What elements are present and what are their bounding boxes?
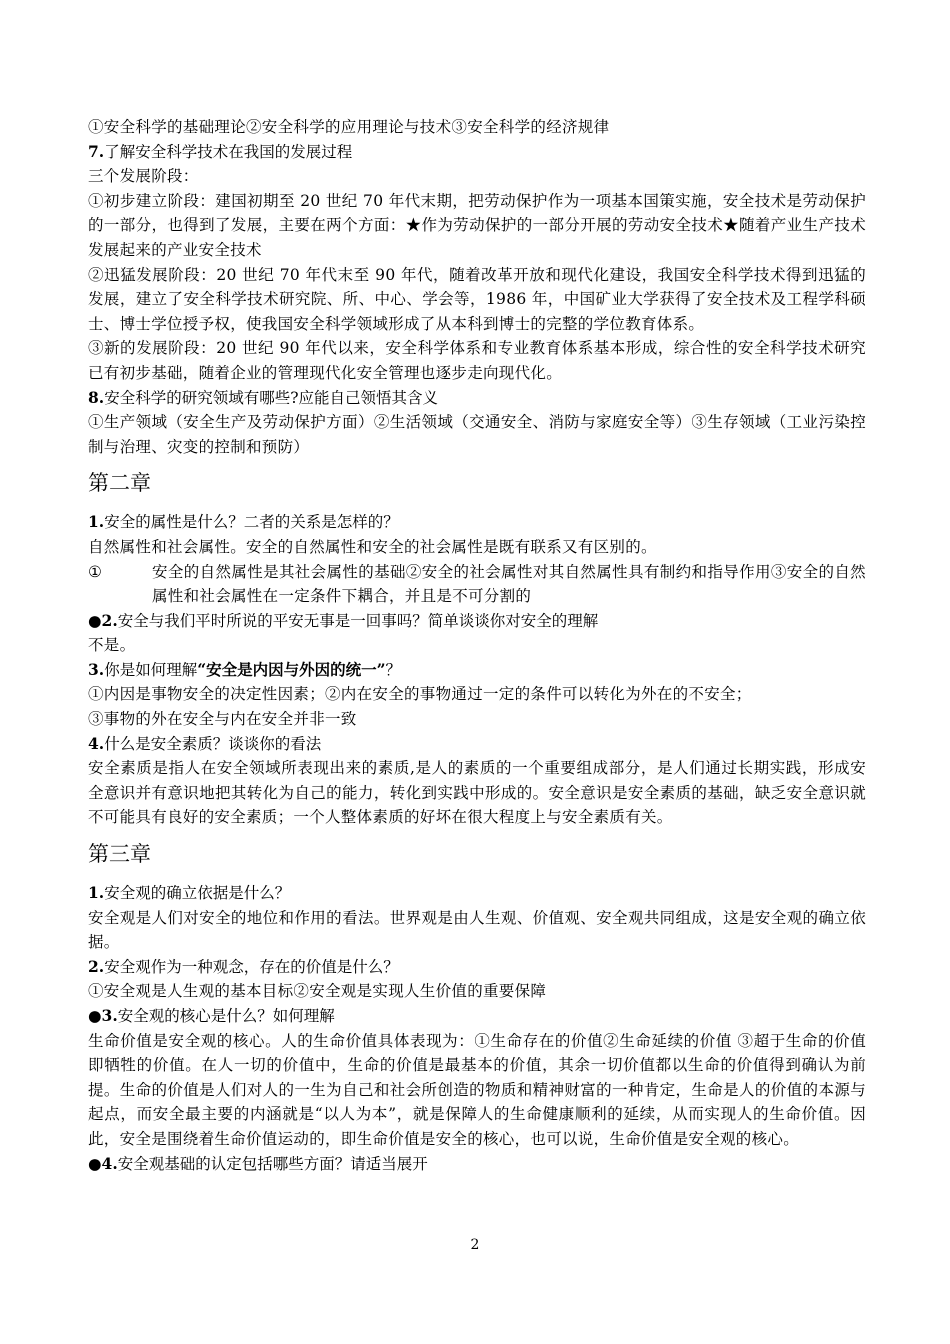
question-number: 4.	[101, 1153, 118, 1173]
paragraph: 安全素质是指人在安全领域所表现出来的素质,是人的素质的一个重要组成部分，是人们通过长期实践，形成安全意识并有意识地把其转化为自己的能力，转化到实践中形成的。安全意识是安全素质的基础，缺乏安全意识就不可能具有良好的安全素质；一个人整体素质的好坏在很大程度上与安全素质有关。	[88, 759, 866, 827]
bullet-icon: ●	[88, 1007, 102, 1025]
bullet-icon: ●	[88, 1154, 102, 1173]
paragraph: 安全观是人们对安全的地位和作用的看法。世界观是由人生观、价值观、安全观共同组成，这是安全观的确立依据。	[88, 908, 866, 952]
question-heading: 3.你是如何理解“安全是内因与外因的统一”？	[88, 659, 402, 679]
paragraph: ①内因是事物安全的决定性因素；②内在安全的事物通过一定的条件可以转化为外在的不安全；	[88, 685, 752, 704]
bullet-icon: ●	[88, 611, 102, 630]
document-page	[88, 115, 866, 1176]
question-number: 4.	[88, 733, 105, 753]
question-heading: 2.安全观作为一种观念，存在的价值是什么？	[88, 956, 399, 976]
question-heading: ●2.安全与我们平时所说的平安无事是一回事吗？简单谈谈你对安全的理解	[88, 610, 599, 630]
question-heading: 7.了解安全科学技术在我国的发展过程	[88, 141, 353, 161]
paragraph: ③新的发展阶段：20 世纪 90 年代以来，安全科学体系和专业教育体系基本形成，综合性的安全科学技术研究已有初步基础，随着企业的管理现代化安全管理也逐步走向现代化。	[88, 339, 866, 382]
question-number: 3.	[88, 659, 105, 679]
numbered-item	[88, 560, 866, 609]
question-heading: ●3.安全观的核心是什么？如何理解	[88, 1006, 335, 1025]
question-number: 7.	[88, 141, 105, 161]
question-heading: 4.什么是安全素质？谈谈你的看法	[88, 733, 322, 753]
paragraph: ①安全观是人生观的基本目标②安全观是实现人生价值的重要保障	[88, 982, 547, 1001]
paragraph: 自然属性和社会属性。安全的自然属性和安全的社会属性是既有联系又有区别的。	[88, 537, 657, 556]
paragraph: 不是。	[88, 636, 136, 655]
page-number: 2	[470, 1237, 480, 1253]
item-number: ①	[88, 562, 103, 581]
question-heading: ●4.安全观基础的认定包括哪些方面？请适当展开	[88, 1153, 428, 1173]
quoted-phrase: “安全是内因与外因的统一”	[197, 659, 386, 679]
question-heading: 1.安全观的确立依据是什么？	[88, 883, 291, 903]
paragraph: ①初步建立阶段：建国初期至 20 世纪 70 年代末期，把劳动保护作为一项基本国策实施，安全技术是劳动保护的一部分，也得到了发展，主要在两个方面：★作为劳动保护的一部分开展的劳动安全技术★随着产业生产技术发展起来的产业安全技术	[88, 191, 866, 259]
chapter-heading: 第三章	[88, 842, 151, 867]
question-number: 8.	[88, 387, 105, 407]
chapter-heading: 第二章	[88, 471, 151, 496]
question-heading: 8.安全科学的研究领域有哪些?应能自己领悟其含义	[88, 387, 438, 407]
paragraph: ①安全科学的基础理论②安全科学的应用理论与技术③安全科学的经济规律	[88, 118, 610, 136]
paragraph: ③事物的外在安全与内在安全并非一致	[88, 710, 357, 729]
question-number: 3.	[101, 1006, 118, 1025]
item-text: 安全的自然属性是其社会属性的基础②安全的社会属性对其自然属性具有制约和指导作用③安全的自然属性和社会属性在一定条件下耦合，并且是不可分割的	[152, 562, 866, 606]
question-number: 2.	[88, 956, 105, 976]
question-number: 2.	[101, 610, 118, 630]
question-number: 1.	[88, 883, 105, 903]
question-heading: 1.安全的属性是什么？二者的关系是怎样的？	[88, 512, 399, 532]
paragraph: 生命价值是安全观的核心。人的生命价值具体表现为：①生命存在的价值②生命延续的价值 ③超于生命的价值即牺牲的价值。在人一切的价值中，生命的价值是最基本的价值，其余一切价值都以生命的价值得到确认为前提。生命的价值是人们对人的一生为自己和社会所创造的物质和精神财富的一种肯定，生命是人的价值的本源与起点，而安全最主要的内涵就是“以人为本”，就是保障人的生命健康顺利的延续，从而实现人的生命价值。因此，安全是围绕着生命价值运动的，即生命价值是安全的核心，也可以说，生命价值是安全观的核心。	[88, 1031, 866, 1148]
paragraph: 三个发展阶段：	[88, 167, 199, 186]
paragraph: ②迅猛发展阶段：20 世纪 70 年代末至 90 年代，随着改革开放和现代化建设，我国安全科学技术得到迅猛的发展，建立了安全科学技术研究院、所、中心、学会等，1986 年，中国矿业大学获得了安全技术及工程学科硕士、博士学位授予权，使我国安全科学领域形成了从本科到博士的完整的学位教育体系。	[88, 265, 866, 333]
question-number: 1.	[88, 512, 105, 532]
paragraph: ①生产领域（安全生产及劳动保护方面）②生活领域（交通安全、消防与家庭安全等）③生存领域（工业污染控制与治理、灾变的控制和预防）	[88, 413, 866, 456]
